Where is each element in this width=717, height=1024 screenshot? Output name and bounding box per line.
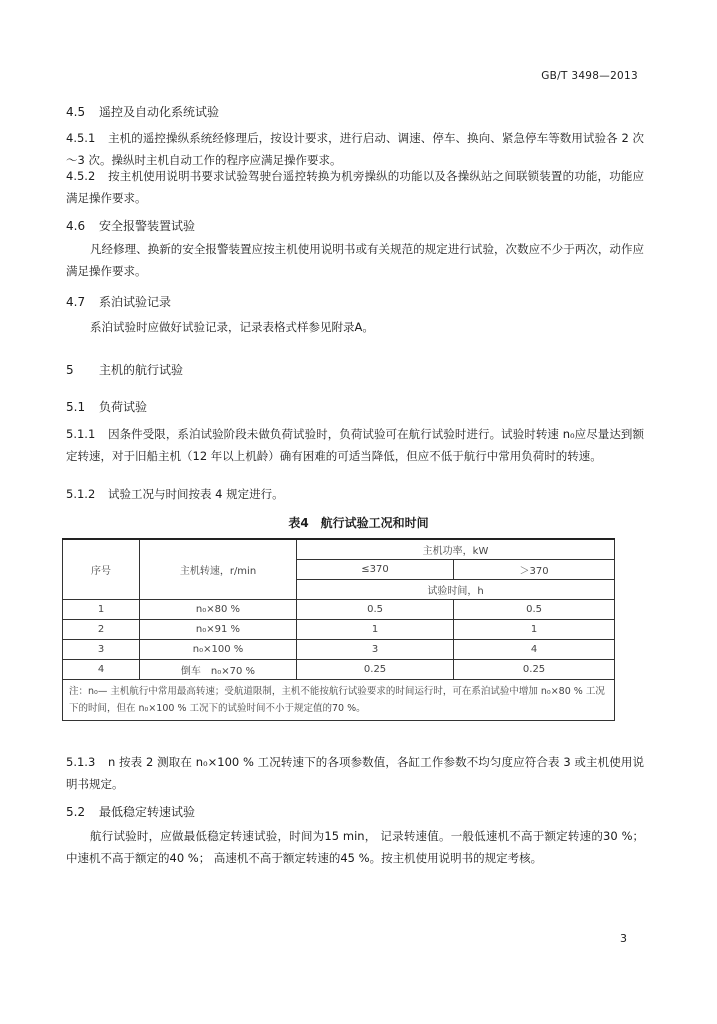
clause-number: 5.1.2: [66, 487, 96, 501]
section-title: 最低稳定转速试验: [99, 805, 196, 819]
clause-text: 主机的遥控操纵系统经修理后，按设计要求，进行启动、调速、停车、换向、紧急停车等数用试验各 2 次～3 次。操纵时主机自动工作的程序应满足操作要求。: [66, 131, 644, 167]
cell-time-high: 1: [454, 620, 615, 640]
cell-time-low: 1: [297, 620, 454, 640]
table-row: [63, 620, 615, 640]
header-power: 主机功率，kW: [297, 539, 615, 560]
clause-text: 因条件受限，系泊试验阶段未做负荷试验时，负荷试验可在航行试验时进行。试验时转速 n₀应尽量达到额定转速，对于旧船主机（12 年以上机龄）确有困难的可适当降低，但应不低于航行中常用负荷时的转速。: [66, 427, 644, 463]
paragraph-4-5-2: [66, 166, 644, 209]
cell-time-low: 0.5: [297, 600, 454, 620]
cell-seq: 2: [63, 620, 140, 640]
header-seq: 序号: [63, 539, 140, 600]
section-number: 5.2: [66, 805, 86, 819]
clause-text: 试验工况与时间按表 4 规定进行。: [108, 487, 284, 501]
paragraph-5-1-2: [66, 484, 644, 506]
header-time: 试验时间，h: [297, 580, 615, 600]
clause-number: 4.5.2: [66, 169, 96, 183]
paragraph-5-1-1: [66, 424, 644, 467]
cell-time-high: 0.25: [454, 660, 615, 680]
header-speed: 主机转速，r/min: [140, 539, 297, 600]
section-title: 遥控及自动化系统试验: [99, 105, 220, 119]
table-row: [63, 660, 615, 680]
section-number: 5: [66, 363, 74, 377]
section-number: 5.1: [66, 400, 86, 414]
header-power-low: ≤370: [297, 560, 454, 580]
section-title: 安全报警装置试验: [99, 219, 196, 233]
cell-condition: 倒车 n₀×70 %: [140, 660, 297, 680]
table-note: 注：n₀— 主机航行中常用最高转速；受航道限制，主机不能按航行试验要求的时间运行时，可在系泊试验中增加 n₀×80 % 工况下的时间，但在 n₀×100 % 工况下的试验时间不小于规定值的70 %。: [63, 680, 615, 721]
cell-condition: n₀×91 %: [140, 620, 297, 640]
section-title: 系泊试验记录: [99, 295, 172, 309]
paragraph-4-5-1: [66, 128, 644, 171]
clause-number: 5.1.3: [66, 755, 96, 769]
clause-number: 5.1.1: [66, 427, 96, 441]
cell-seq: 3: [63, 640, 140, 660]
section-number: 4.6: [66, 219, 86, 233]
standard-number: GB/T 3498—2013: [541, 70, 638, 82]
clause-text: n 按表 2 测取在 n₀×100 % 工况转速下的各项参数值，各缸工作参数不均匀度应符合表 3 或主机使用说明书规定。: [66, 755, 644, 791]
cell-time-high: 0.5: [454, 600, 615, 620]
section-heading-4-6: [66, 217, 195, 234]
table-row: [63, 640, 615, 660]
cell-condition: n₀×80 %: [140, 600, 297, 620]
cell-seq: 4: [63, 660, 140, 680]
section-heading-4-5: [66, 103, 219, 120]
cell-seq: 1: [63, 600, 140, 620]
section-heading-5-1: [66, 398, 147, 415]
clause-number: 4.5.1: [66, 131, 96, 145]
paragraph-5-1-3: [66, 752, 644, 795]
section-number: 4.5: [66, 105, 86, 119]
cell-time-high: 4: [454, 640, 615, 660]
section-heading-5: [66, 361, 183, 378]
section-title: 负荷试验: [99, 400, 148, 414]
section-heading-4-7: [66, 293, 171, 310]
section-heading-5-2: [66, 803, 195, 820]
cell-time-low: 3: [297, 640, 454, 660]
section-title: 主机的航行试验: [99, 363, 184, 377]
section-number: 4.7: [66, 295, 86, 309]
sea-trial-table: [62, 538, 615, 721]
table-caption: 表4 航行试验工况和时间: [288, 516, 429, 530]
paragraph-4-6: 凡经修理、换新的安全报警装置应按主机使用说明书或有关规范的规定进行试验，次数应不少于两次，动作应满足操作要求。: [66, 242, 644, 278]
paragraph-4-7: 系泊试验时应做好试验记录，记录表格式样参见附录A。: [90, 320, 374, 334]
cell-time-low: 0.25: [297, 660, 454, 680]
paragraph-5-2: 航行试验时，应做最低稳定转速试验，时间为15 min， 记录转速值。一般低速机不高于额定转速的30 %； 中速机不高于额定的40 %； 高速机不高于额定转速的45 %。按主机使用说明书的规定考核。: [66, 829, 644, 865]
page-number: 3: [620, 932, 627, 945]
clause-text: 按主机使用说明书要求试验驾驶台遥控转换为机旁操纵的功能以及各操纵站之间联锁装置的功能，功能应满足操作要求。: [66, 169, 644, 205]
cell-condition: n₀×100 %: [140, 640, 297, 660]
header-power-high: ＞370: [454, 560, 615, 580]
table-row: [63, 600, 615, 620]
